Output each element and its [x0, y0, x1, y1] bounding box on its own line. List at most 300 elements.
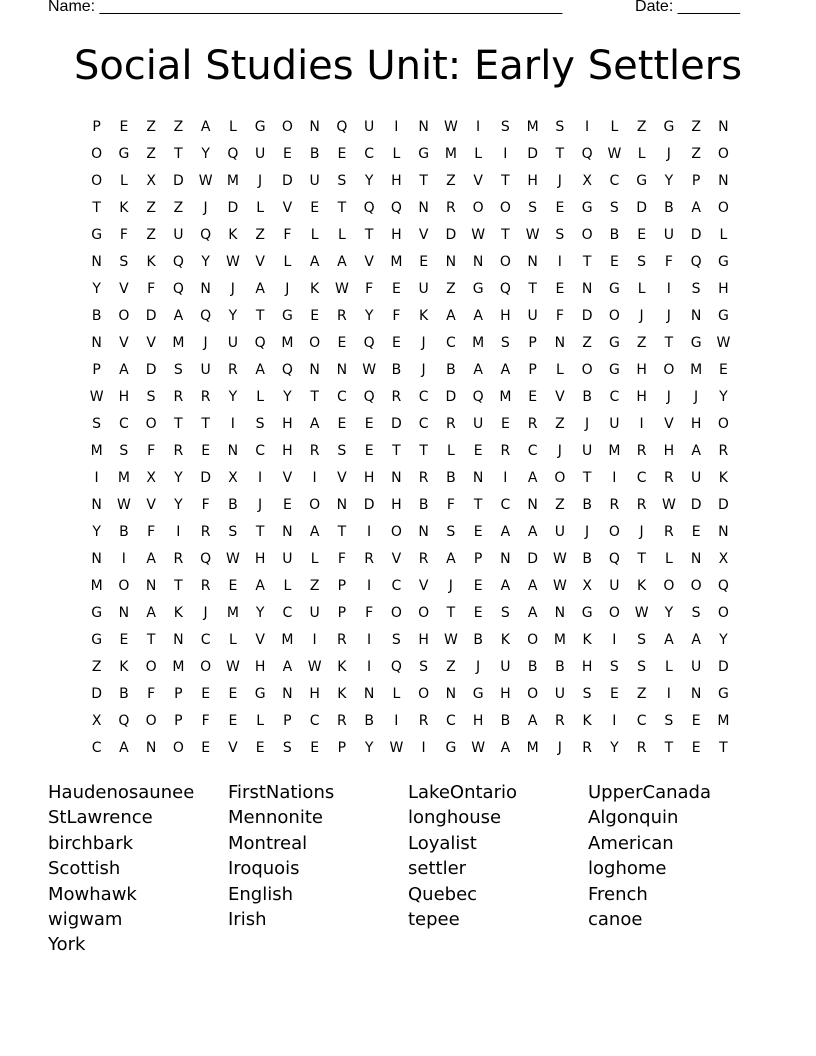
grid-letter: C — [309, 713, 320, 729]
grid-letter: Z — [146, 119, 156, 135]
grid-row — [83, 600, 737, 627]
grid-letter: V — [418, 227, 429, 243]
grid-letter: F — [555, 308, 564, 324]
grid-letter: Z — [691, 146, 701, 162]
grid-letter: J — [557, 173, 562, 189]
grid-letter: S — [691, 281, 701, 297]
grid-letter: H — [527, 173, 538, 189]
grid-letter: F — [201, 713, 210, 729]
word-bank-item: Algonquin — [588, 807, 679, 829]
grid-letter: Q — [390, 200, 402, 216]
grid-row — [83, 384, 737, 411]
grid-letter: P — [283, 713, 292, 729]
grid-letter: Y — [228, 389, 238, 405]
grid-letter: Z — [146, 146, 156, 162]
grid-letter: E — [691, 713, 701, 729]
grid-letter: S — [500, 335, 510, 351]
grid-row — [83, 330, 737, 357]
grid-letter: A — [500, 524, 511, 540]
grid-letter: B — [446, 362, 456, 378]
grid-letter: K — [337, 686, 347, 702]
grid-letter: W — [443, 632, 458, 648]
grid-letter: A — [691, 443, 701, 459]
word-bank-item: UpperCanada — [588, 782, 711, 803]
grid-letter: B — [119, 524, 129, 540]
grid-letter: D — [690, 227, 702, 243]
grid-letter: O — [527, 632, 539, 648]
grid-letter: A — [527, 713, 538, 729]
grid-letter: M — [90, 443, 103, 459]
grid-letter: Z — [255, 227, 265, 243]
grid-letter: J — [639, 308, 644, 324]
grid-letter: B — [91, 308, 102, 324]
grid-letter: R — [200, 524, 211, 540]
grid-letter: H — [363, 470, 375, 486]
grid-letter: W — [634, 605, 649, 621]
grid-letter: R — [664, 524, 674, 540]
grid-letter: K — [582, 632, 592, 648]
grid-letter: W — [471, 740, 486, 756]
grid-letter: C — [527, 443, 538, 459]
grid-letter: F — [446, 497, 455, 513]
grid-letter: H — [391, 173, 402, 189]
grid-letter: G — [636, 173, 648, 189]
grid-letter: I — [639, 416, 644, 432]
grid-letter: N — [91, 335, 102, 351]
grid-letter: I — [612, 470, 617, 486]
grid-letter: J — [666, 146, 671, 162]
grid-row — [83, 141, 737, 168]
grid-letter: K — [637, 578, 647, 594]
grid-letter: U — [418, 281, 429, 297]
grid-letter: E — [473, 443, 483, 459]
grid-letter: S — [228, 524, 238, 540]
grid-letter: Z — [446, 173, 456, 189]
grid-letter: R — [636, 740, 647, 756]
grid-row — [83, 654, 737, 681]
grid-row — [83, 114, 737, 141]
grid-letter: G — [608, 335, 620, 351]
grid-letter: B — [446, 470, 456, 486]
grid-row — [83, 195, 737, 222]
grid-letter: R — [418, 713, 429, 729]
grid-letter: E — [310, 200, 320, 216]
word-bank-item: birchbark — [48, 832, 134, 854]
grid-letter: Z — [582, 335, 592, 351]
grid-letter: R — [391, 389, 402, 405]
grid-letter: L — [719, 227, 728, 243]
grid-letter: D — [717, 659, 729, 675]
grid-letter: Z — [309, 578, 320, 594]
grid-letter: G — [690, 335, 702, 351]
grid-letter: A — [255, 578, 265, 594]
grid-letter: A — [527, 578, 538, 594]
grid-letter: K — [228, 227, 238, 243]
grid-letter: T — [337, 524, 347, 540]
grid-letter: G — [254, 686, 266, 702]
grid-letter: N — [690, 308, 702, 324]
grid-letter: L — [637, 281, 646, 297]
grid-letter: N — [336, 497, 348, 513]
grid-letter: R — [446, 200, 456, 216]
grid-letter: U — [309, 605, 320, 621]
grid-letter: S — [637, 659, 647, 675]
grid-letter: G — [91, 605, 103, 621]
grid-letter: F — [147, 443, 156, 459]
grid-letter: X — [582, 578, 592, 594]
grid-letter: L — [392, 146, 401, 162]
grid-letter: J — [448, 578, 453, 594]
word-bank — [48, 780, 768, 958]
grid-letter: Y — [719, 389, 728, 405]
grid-letter: N — [336, 362, 348, 378]
grid-letter: Q — [200, 551, 212, 567]
grid-letter: J — [476, 659, 481, 675]
grid-letter: V — [146, 497, 156, 513]
grid-letter: J — [421, 335, 426, 351]
grid-letter: J — [585, 416, 590, 432]
grid-letter: S — [500, 605, 510, 621]
grid-letter: Q — [608, 551, 620, 567]
grid-letter: Z — [636, 335, 647, 351]
grid-letter: E — [555, 200, 565, 216]
grid-letter: A — [255, 281, 265, 297]
grid-letter: O — [717, 605, 729, 621]
grid-letter: L — [256, 389, 265, 405]
grid-letter: O — [390, 524, 402, 540]
grid-letter: O — [91, 146, 103, 162]
grid-letter: Y — [610, 740, 619, 756]
grid-letter: O — [581, 227, 593, 243]
grid-letter: Y — [174, 497, 183, 513]
grid-letter: V — [255, 254, 265, 270]
grid-letter: E — [691, 524, 701, 540]
grid-letter: N — [391, 470, 402, 486]
grid-letter: Y — [364, 308, 374, 324]
grid-letter: L — [310, 551, 319, 567]
grid-letter: Y — [174, 470, 183, 486]
letter-grid — [83, 114, 737, 762]
grid-letter: Y — [664, 173, 674, 189]
grid-letter: H — [418, 632, 429, 648]
grid-letter: J — [585, 524, 590, 540]
grid-letter: A — [146, 551, 156, 567]
grid-letter: F — [365, 281, 374, 297]
grid-letter: U — [691, 659, 702, 675]
grid-letter: E — [473, 605, 483, 621]
grid-letter: O — [608, 605, 620, 621]
grid-letter: N — [718, 173, 729, 189]
word-bank-item: settler — [408, 858, 467, 880]
grid-letter: T — [501, 173, 510, 189]
grid-letter: L — [283, 254, 292, 270]
grid-letter: A — [527, 524, 538, 540]
grid-letter: P — [337, 578, 347, 594]
grid-letter: S — [119, 254, 129, 270]
grid-letter: B — [555, 659, 565, 675]
grid-letter: T — [664, 335, 674, 351]
grid-letter: C — [336, 389, 347, 405]
grid-letter: T — [719, 740, 728, 756]
grid-letter: D — [445, 389, 457, 405]
grid-letter: E — [473, 578, 483, 594]
grid-letter: T — [528, 281, 537, 297]
grid-row — [83, 546, 737, 573]
grid-letter: E — [391, 335, 401, 351]
grid-row — [83, 519, 737, 546]
grid-letter: N — [418, 524, 429, 540]
grid-letter: H — [581, 659, 593, 675]
grid-letter: Z — [173, 200, 184, 216]
grid-letter: B — [391, 362, 402, 378]
grid-letter: T — [310, 389, 319, 405]
grid-row — [83, 735, 737, 762]
grid-letter: G — [91, 227, 103, 243]
grid-letter: W — [552, 551, 567, 567]
grid-letter: Z — [555, 416, 565, 432]
grid-letter: I — [476, 119, 481, 135]
grid-letter: J — [230, 281, 235, 297]
word-bank-item: Irish — [228, 908, 267, 930]
grid-letter: R — [609, 497, 620, 513]
grid-letter: T — [501, 227, 510, 243]
grid-letter: G — [717, 254, 729, 270]
grid-letter: M — [553, 632, 566, 648]
grid-letter: L — [283, 578, 292, 594]
grid-letter: O — [581, 362, 593, 378]
grid-letter: E — [364, 443, 374, 459]
grid-letter: R — [582, 740, 592, 756]
grid-letter: S — [555, 227, 565, 243]
grid-letter: W — [225, 551, 240, 567]
grid-letter: F — [283, 227, 292, 243]
grid-row — [83, 168, 737, 195]
grid-letter: L — [256, 200, 265, 216]
grid-letter: Y — [92, 281, 101, 297]
grid-letter: O — [717, 146, 729, 162]
grid-letter: F — [147, 524, 156, 540]
grid-letter: J — [203, 335, 208, 351]
grid-letter: O — [309, 497, 321, 513]
word-bank-item: Quebec — [408, 883, 478, 905]
grid-letter: D — [172, 173, 184, 189]
grid-letter: O — [118, 308, 130, 324]
grid-letter: A — [473, 362, 483, 378]
grid-letter: V — [119, 335, 129, 351]
grid-letter: W — [443, 119, 458, 135]
grid-letter: C — [418, 416, 429, 432]
grid-letter: D — [227, 200, 239, 216]
grid-letter: A — [119, 362, 129, 378]
word-bank-item: Mowhawk — [48, 883, 137, 905]
grid-letter: X — [91, 713, 102, 729]
grid-letter: U — [282, 551, 293, 567]
grid-letter: L — [610, 119, 619, 135]
grid-letter: S — [391, 632, 401, 648]
grid-letter: R — [718, 443, 729, 459]
grid-letter: R — [173, 443, 184, 459]
grid-letter: G — [717, 686, 729, 702]
grid-letter: C — [500, 497, 511, 513]
grid-letter: Q — [390, 659, 402, 675]
grid-row — [83, 276, 737, 303]
grid-letter: H — [254, 659, 266, 675]
grid-letter: I — [367, 632, 372, 648]
grid-letter: G — [472, 281, 484, 297]
grid-letter: G — [608, 281, 620, 297]
grid-letter: B — [473, 632, 483, 648]
grid-letter: Z — [173, 119, 184, 135]
grid-letter: E — [282, 497, 292, 513]
word-bank-item: loghome — [588, 858, 667, 880]
grid-letter: G — [581, 605, 593, 621]
grid-letter: E — [637, 227, 647, 243]
grid-letter: B — [527, 659, 538, 675]
grid-letter: G — [418, 146, 430, 162]
word-bank-item: Mennonite — [228, 807, 323, 829]
grid-letter: O — [145, 659, 157, 675]
grid-letter: N — [554, 335, 566, 351]
grid-letter: E — [609, 686, 619, 702]
grid-letter: S — [555, 119, 565, 135]
grid-letter: I — [367, 524, 372, 540]
grid-letter: N — [173, 632, 184, 648]
grid-letter: R — [418, 551, 429, 567]
grid-letter: I — [94, 470, 99, 486]
grid-letter: E — [228, 578, 238, 594]
grid-letter: S — [119, 443, 129, 459]
grid-letter: V — [228, 740, 238, 756]
grid-letter: G — [118, 146, 130, 162]
grid-row — [83, 303, 737, 330]
grid-letter: Z — [555, 497, 565, 513]
grid-letter: Q — [172, 281, 184, 297]
grid-letter: E — [228, 686, 238, 702]
grid-letter: R — [364, 551, 374, 567]
grid-letter: B — [364, 713, 374, 729]
grid-letter: X — [146, 173, 156, 189]
grid-letter: K — [146, 254, 156, 270]
grid-letter: E — [391, 281, 401, 297]
grid-letter: J — [258, 173, 263, 189]
grid-letter: E — [528, 389, 538, 405]
grid-letter: M — [526, 119, 539, 135]
grid-letter: X — [228, 470, 238, 486]
grid-letter: I — [367, 578, 372, 594]
grid-letter: S — [609, 200, 619, 216]
grid-letter: E — [473, 524, 483, 540]
grid-letter: E — [255, 740, 265, 756]
grid-letter: J — [557, 443, 562, 459]
grid-letter: C — [200, 632, 211, 648]
grid-letter: C — [636, 713, 647, 729]
grid-letter: H — [282, 416, 293, 432]
grid-letter: F — [365, 605, 374, 621]
grid-letter: B — [609, 227, 620, 243]
word-bank-item: York — [48, 934, 86, 956]
grid-letter: F — [664, 254, 673, 270]
grid-letter: A — [282, 659, 293, 675]
grid-letter: W — [362, 362, 377, 378]
grid-letter: I — [666, 281, 671, 297]
grid-letter: E — [310, 308, 320, 324]
grid-letter: O — [608, 524, 620, 540]
grid-letter: R — [337, 308, 347, 324]
grid-letter: W — [607, 146, 622, 162]
grid-letter: G — [663, 119, 675, 135]
grid-letter: V — [337, 470, 347, 486]
grid-letter: X — [582, 173, 592, 189]
grid-letter: U — [582, 443, 593, 459]
grid-letter: B — [664, 200, 674, 216]
grid-letter: O — [499, 254, 511, 270]
grid-letter: S — [282, 740, 292, 756]
grid-letter: L — [228, 632, 237, 648]
grid-letter: A — [527, 605, 538, 621]
grid-letter: P — [528, 362, 537, 378]
grid-letter: S — [691, 605, 701, 621]
grid-letter: K — [419, 308, 429, 324]
grid-letter: N — [445, 686, 457, 702]
grid-letter: O — [608, 308, 620, 324]
grid-letter: W — [389, 740, 404, 756]
word-bank-item: Haudenosaunee — [48, 782, 195, 803]
grid-letter: N — [418, 200, 429, 216]
word-bank-item: Iroquois — [228, 858, 300, 880]
grid-letter: J — [203, 200, 208, 216]
grid-letter: X — [718, 551, 729, 567]
grid-letter: O — [200, 659, 212, 675]
word-bank-item: American — [588, 832, 674, 854]
grid-letter: A — [500, 578, 511, 594]
grid-letter: V — [364, 254, 374, 270]
grid-letter: F — [147, 281, 156, 297]
grid-letter: N — [581, 281, 593, 297]
grid-row — [83, 222, 737, 249]
grid-letter: S — [419, 659, 429, 675]
grid-letter: Q — [254, 335, 266, 351]
grid-letter: Q — [227, 146, 239, 162]
grid-letter: M — [690, 362, 703, 378]
grid-letter: R — [555, 713, 565, 729]
grid-letter: N — [91, 497, 102, 513]
grid-letter: T — [174, 416, 183, 432]
grid-letter: O — [118, 578, 130, 594]
grid-letter: K — [310, 281, 320, 297]
grid-letter: Q — [281, 362, 293, 378]
grid-letter: Q — [363, 200, 375, 216]
grid-letter: E — [282, 146, 292, 162]
grid-letter: O — [281, 119, 293, 135]
grid-letter: I — [503, 146, 508, 162]
grid-letter: H — [309, 686, 320, 702]
grid-letter: V — [664, 416, 674, 432]
grid-letter: C — [609, 389, 620, 405]
grid-letter: U — [609, 416, 620, 432]
grid-letter: R — [337, 632, 347, 648]
grid-letter: A — [309, 416, 320, 432]
grid-letter: G — [472, 686, 484, 702]
grid-letter: I — [394, 713, 399, 729]
grid-letter: S — [609, 659, 619, 675]
grid-letter: M — [117, 470, 130, 486]
grid-letter: R — [664, 470, 674, 486]
grid-letter: H — [472, 713, 484, 729]
grid-letter: Q — [472, 389, 484, 405]
grid-letter: U — [609, 578, 620, 594]
grid-letter: C — [255, 443, 266, 459]
grid-letter: L — [310, 227, 319, 243]
